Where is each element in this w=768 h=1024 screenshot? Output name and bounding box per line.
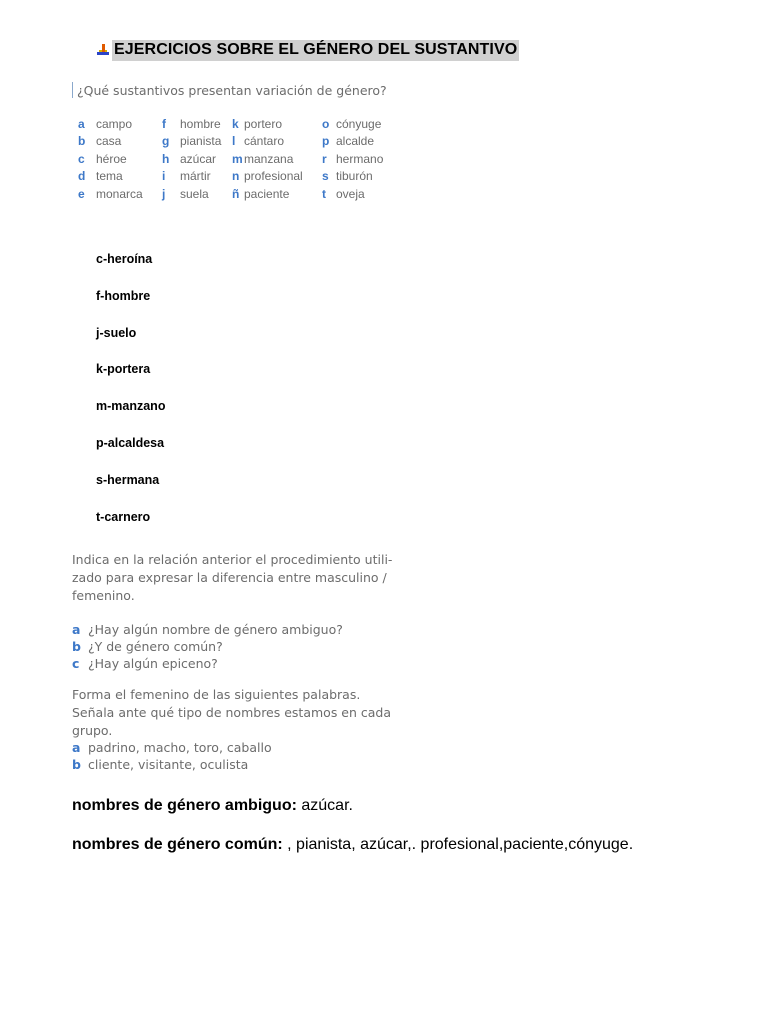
table-cell [78, 151, 162, 167]
answer-item: p-alcaldesa [96, 435, 165, 450]
table-cell-word: suela [180, 186, 209, 201]
table-cell-letter: f [162, 116, 166, 131]
subquestion-item [72, 655, 343, 672]
table-cell-letter: p [322, 134, 330, 149]
table-cell-word: tiburón [336, 169, 373, 184]
table-cell [322, 151, 412, 167]
answer-item: j-suelo [96, 325, 137, 340]
table-cell-letter: d [78, 169, 86, 184]
table-cell-word: alcalde [336, 134, 375, 149]
table-cell [232, 134, 322, 150]
table-cell [78, 169, 162, 185]
table-cell-word: monarca [96, 186, 143, 201]
subquestion-letter: a [72, 622, 81, 637]
table-cell [162, 186, 232, 202]
table-cell-word: pianista [180, 134, 222, 149]
table-cell-letter: n [232, 169, 240, 184]
table-cell-letter: e [78, 186, 85, 201]
table-cell [322, 134, 412, 150]
subquestion-text: ¿Hay algún epiceno? [88, 656, 218, 671]
table-cell-word: mártir [180, 169, 211, 184]
table-cell-word: portero [244, 116, 283, 131]
table-cell-letter: i [162, 169, 166, 184]
table-cell-word: campo [96, 116, 133, 131]
conclusion-ambiguo-text: azúcar. [296, 797, 353, 814]
table-cell-letter: k [232, 116, 239, 131]
table-cell-letter: ñ [232, 186, 240, 201]
answer-item: f-hombre [96, 288, 151, 303]
subquestion-text: padrino, macho, toro, caballo [88, 740, 272, 755]
table-cell-letter: a [78, 116, 85, 131]
table-cell [162, 116, 232, 132]
document-title: EJERCICIOS SOBRE EL GÉNERO DEL SUSTANTIVO [112, 40, 519, 61]
table-cell-word: cántaro [244, 134, 285, 149]
table-cell [162, 169, 232, 185]
instruction-paragraph-2: Forma el femenino de las siguientes palabras. Señala ante qué tipo de nombres estamos en cada grupo. [72, 687, 392, 738]
question-1-text: ¿Qué sustantivos presentan variación de género? [77, 82, 387, 98]
subquestion-text: ¿Y de género común? [88, 639, 223, 654]
subquestion-item [72, 638, 343, 655]
subquestion-item [72, 739, 272, 756]
table-cell-word: tema [96, 169, 123, 184]
table-cell-letter: r [322, 151, 327, 166]
subquestion-letter: c [72, 656, 80, 671]
answers-list [96, 252, 165, 546]
table-cell-word: oveja [336, 186, 365, 201]
table-cell-word: azúcar [180, 151, 217, 166]
table-cell [232, 116, 322, 132]
table-cell-letter: h [162, 151, 170, 166]
table-cell [78, 134, 162, 150]
table-cell [232, 151, 322, 167]
instruction-paragraph-1: Indica en la relación anterior el procedimiento utili-zado para expresar la diferencia entre masculino / femenino. [72, 552, 393, 603]
table-cell-word: hombre [180, 116, 221, 131]
subquestions-1 [72, 621, 343, 672]
table-cell [78, 186, 162, 202]
table-cell [322, 169, 412, 185]
table-cell-letter: c [78, 151, 85, 166]
table-cell-letter: s [322, 169, 329, 184]
table-cell-word: manzana [244, 151, 294, 166]
table-cell-letter: m [232, 151, 243, 166]
table-cell-word: paciente [244, 186, 290, 201]
table-cell-letter: g [162, 134, 170, 149]
word-table [78, 116, 412, 202]
margin-bar [72, 82, 73, 98]
subquestion-text: ¿Hay algún nombre de género ambiguo? [88, 622, 343, 637]
answer-item: k-portera [96, 362, 151, 377]
conclusion-comun-label: nombres de género común: [72, 836, 283, 853]
table-cell-letter: t [322, 186, 326, 201]
table-cell-word: profesional [244, 169, 303, 184]
table-cell [322, 186, 412, 202]
table-cell-word: cónyuge [336, 116, 382, 131]
bullet-icon [96, 43, 110, 59]
subquestion-item [72, 756, 272, 773]
table-cell-letter: o [322, 116, 330, 131]
subquestion-letter: a [72, 740, 81, 755]
table-cell [322, 116, 412, 132]
conclusion-comun [72, 836, 633, 854]
answer-item: c-heroína [96, 252, 153, 266]
subquestions-2 [72, 739, 272, 773]
table-cell-letter: j [162, 186, 166, 201]
table-cell [162, 151, 232, 167]
conclusion-comun-text: , pianista, azúcar,. profesional,paciente,cónyuge. [282, 836, 634, 853]
table-cell-letter: l [232, 134, 236, 149]
table-cell [232, 186, 322, 202]
answer-item: m-manzano [96, 399, 166, 414]
conclusion-ambiguo [72, 797, 353, 815]
conclusion-ambiguo-label: nombres de género ambiguo: [72, 797, 297, 814]
answer-item: s-hermana [96, 472, 160, 487]
table-cell-word: héroe [96, 151, 127, 166]
subquestion-letter: b [72, 639, 81, 654]
table-cell-letter: b [78, 134, 86, 149]
table-cell-word: casa [96, 134, 122, 149]
title-row [96, 40, 519, 61]
answer-item: t-carnero [96, 509, 151, 524]
table-cell [162, 134, 232, 150]
question-1 [72, 82, 387, 98]
subquestion-letter: b [72, 757, 81, 772]
table-cell [232, 169, 322, 185]
table-cell-word: hermano [336, 151, 384, 166]
table-cell [78, 116, 162, 132]
subquestion-text: cliente, visitante, oculista [88, 757, 249, 772]
subquestion-item [72, 621, 343, 638]
